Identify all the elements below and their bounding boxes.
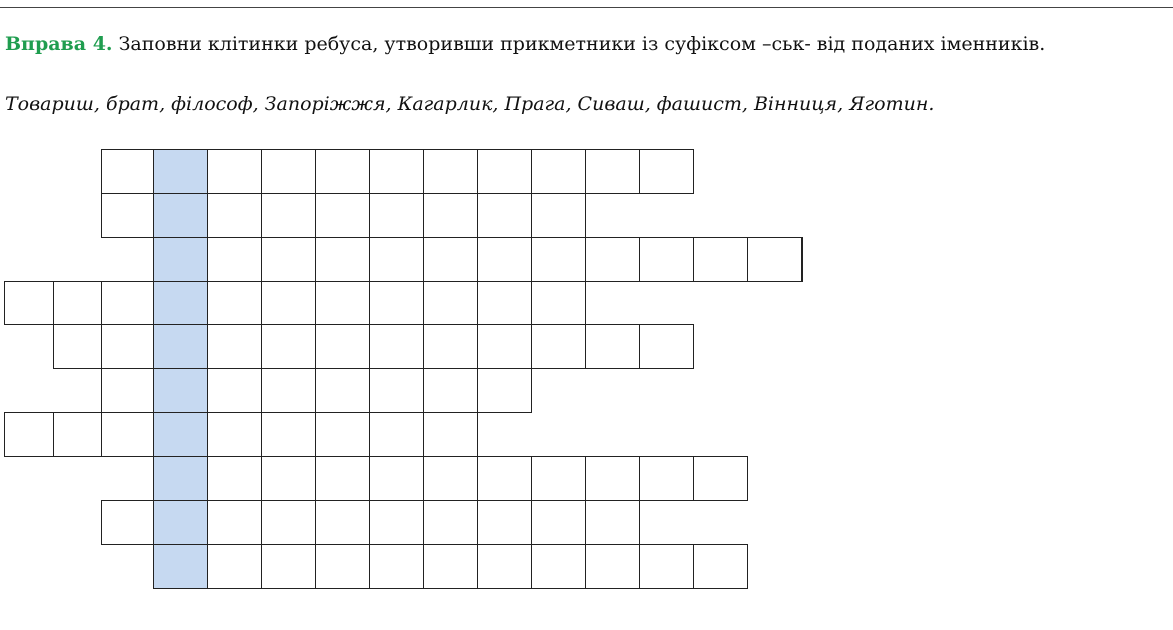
crossword-cell[interactable] bbox=[693, 456, 748, 501]
crossword-cell[interactable] bbox=[585, 544, 640, 589]
crossword-cell[interactable] bbox=[261, 412, 316, 457]
crossword-cell[interactable] bbox=[101, 324, 154, 369]
crossword-cell[interactable] bbox=[423, 500, 478, 545]
crossword-cell[interactable] bbox=[423, 237, 478, 282]
crossword-cell[interactable] bbox=[477, 237, 532, 282]
crossword-cell[interactable] bbox=[585, 149, 640, 194]
crossword-cell[interactable] bbox=[261, 368, 316, 413]
crossword-cell[interactable] bbox=[531, 544, 586, 589]
key-cell[interactable] bbox=[153, 456, 208, 501]
crossword-cell[interactable] bbox=[207, 149, 262, 194]
crossword-cell[interactable] bbox=[261, 237, 316, 282]
crossword-cell[interactable] bbox=[369, 368, 424, 413]
crossword-cell[interactable] bbox=[207, 412, 262, 457]
crossword-cell[interactable] bbox=[207, 281, 262, 325]
crossword-cell[interactable] bbox=[369, 544, 424, 589]
crossword-cell[interactable] bbox=[369, 237, 424, 282]
crossword-cell[interactable] bbox=[207, 368, 262, 413]
exercise-text: Заповни клітинки ребуса, утворивши прикметники із суфіксом –ськ- від поданих іменників. bbox=[112, 33, 1046, 55]
crossword-cell[interactable] bbox=[315, 193, 370, 238]
crossword-cell[interactable] bbox=[477, 500, 532, 545]
crossword-cell[interactable] bbox=[585, 324, 640, 369]
crossword-cell[interactable] bbox=[639, 237, 694, 282]
crossword-cell[interactable] bbox=[4, 281, 54, 325]
crossword-cell[interactable] bbox=[477, 149, 532, 194]
crossword-cell[interactable] bbox=[639, 544, 694, 589]
crossword-cell[interactable] bbox=[531, 456, 586, 501]
crossword-cell[interactable] bbox=[369, 324, 424, 369]
key-cell[interactable] bbox=[153, 500, 208, 545]
key-cell[interactable] bbox=[153, 237, 208, 282]
crossword-cell[interactable] bbox=[639, 456, 694, 501]
crossword-cell[interactable] bbox=[261, 456, 316, 501]
crossword-cell[interactable] bbox=[369, 149, 424, 194]
key-cell[interactable] bbox=[153, 324, 208, 369]
key-cell[interactable] bbox=[153, 544, 208, 589]
key-cell[interactable] bbox=[153, 368, 208, 413]
crossword-cell[interactable] bbox=[101, 193, 154, 238]
crossword-cell[interactable] bbox=[477, 193, 532, 238]
crossword-cell[interactable] bbox=[4, 412, 54, 457]
crossword-cell[interactable] bbox=[261, 281, 316, 325]
exercise-label: Вправа 4. bbox=[5, 33, 113, 55]
crossword-cell[interactable] bbox=[315, 281, 370, 325]
exercise-instruction bbox=[5, 33, 1045, 55]
crossword-cell[interactable] bbox=[585, 456, 640, 501]
crossword-cell[interactable] bbox=[585, 500, 640, 545]
crossword-cell[interactable] bbox=[423, 324, 478, 369]
crossword-cell[interactable] bbox=[693, 544, 748, 589]
crossword-cell[interactable] bbox=[261, 149, 316, 194]
key-cell[interactable] bbox=[153, 149, 208, 194]
crossword-cell[interactable] bbox=[207, 237, 262, 282]
crossword-cell[interactable] bbox=[53, 324, 102, 369]
crossword-cell[interactable] bbox=[801, 237, 803, 282]
crossword-cell[interactable] bbox=[261, 193, 316, 238]
crossword-cell[interactable] bbox=[369, 193, 424, 238]
crossword-cell[interactable] bbox=[101, 149, 154, 194]
crossword-cell[interactable] bbox=[315, 237, 370, 282]
crossword-cell[interactable] bbox=[101, 281, 154, 325]
crossword-cell[interactable] bbox=[423, 412, 478, 457]
crossword-cell[interactable] bbox=[207, 193, 262, 238]
crossword-cell[interactable] bbox=[531, 193, 586, 238]
crossword-cell[interactable] bbox=[261, 500, 316, 545]
word-list: Товариш, брат, філософ, Запоріжжя, Кагарлик, Прага, Сиваш, фашист, Вінниця, Яготин. bbox=[5, 93, 935, 115]
crossword-cell[interactable] bbox=[369, 500, 424, 545]
crossword-cell[interactable] bbox=[423, 544, 478, 589]
crossword-cell[interactable] bbox=[423, 281, 478, 325]
crossword-cell[interactable] bbox=[477, 281, 532, 325]
crossword-cell[interactable] bbox=[477, 456, 532, 501]
crossword-cell[interactable] bbox=[53, 281, 102, 325]
crossword-cell[interactable] bbox=[747, 237, 802, 282]
crossword-cell[interactable] bbox=[207, 456, 262, 501]
crossword-cell[interactable] bbox=[369, 281, 424, 325]
crossword-cell[interactable] bbox=[531, 324, 586, 369]
crossword-cell[interactable] bbox=[315, 324, 370, 369]
crossword-cell[interactable] bbox=[315, 149, 370, 194]
crossword-cell[interactable] bbox=[423, 456, 478, 501]
crossword-cell[interactable] bbox=[315, 544, 370, 589]
crossword-cell[interactable] bbox=[531, 500, 586, 545]
crossword-cell[interactable] bbox=[207, 324, 262, 369]
crossword-cell[interactable] bbox=[531, 149, 586, 194]
crossword-cell[interactable] bbox=[261, 544, 316, 589]
crossword-cell[interactable] bbox=[639, 149, 694, 194]
crossword-cell[interactable] bbox=[207, 500, 262, 545]
crossword-cell[interactable] bbox=[315, 500, 370, 545]
crossword-cell[interactable] bbox=[53, 412, 102, 457]
crossword-cell[interactable] bbox=[207, 544, 262, 589]
crossword-cell[interactable] bbox=[477, 368, 532, 413]
crossword-cell[interactable] bbox=[423, 193, 478, 238]
crossword-cell[interactable] bbox=[315, 456, 370, 501]
key-cell[interactable] bbox=[153, 412, 208, 457]
crossword-cell[interactable] bbox=[477, 324, 532, 369]
crossword-cell[interactable] bbox=[369, 456, 424, 501]
crossword-cell[interactable] bbox=[101, 500, 154, 545]
crossword-cell[interactable] bbox=[693, 237, 748, 282]
crossword-cell[interactable] bbox=[585, 237, 640, 282]
crossword-cell[interactable] bbox=[531, 281, 586, 325]
crossword-cell[interactable] bbox=[423, 149, 478, 194]
top-rule bbox=[0, 7, 1173, 8]
crossword-cell[interactable] bbox=[101, 368, 154, 413]
crossword-cell[interactable] bbox=[101, 412, 154, 457]
crossword-cell[interactable] bbox=[315, 368, 370, 413]
crossword-cell[interactable] bbox=[315, 412, 370, 457]
crossword-cell[interactable] bbox=[531, 237, 586, 282]
crossword-cell[interactable] bbox=[423, 368, 478, 413]
crossword-cell[interactable] bbox=[369, 412, 424, 457]
crossword-cell[interactable] bbox=[261, 324, 316, 369]
key-cell[interactable] bbox=[153, 193, 208, 238]
crossword-cell[interactable] bbox=[639, 324, 694, 369]
crossword-cell[interactable] bbox=[477, 544, 532, 589]
key-cell[interactable] bbox=[153, 281, 208, 325]
